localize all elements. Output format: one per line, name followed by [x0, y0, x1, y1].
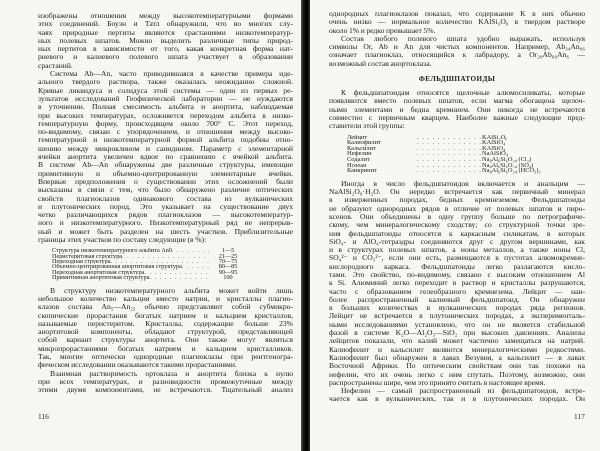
- row-value: Na₈Al₆Si₆O₂₄ (HCO₃)₂: [482, 168, 541, 174]
- text-line: SiO₄- и AlO₄-тетраэдры соединяются друг с другом вершинами, как: [329, 237, 585, 246]
- text-line: Так, многие оптически однородные плагиоклазы при рентгеногра-: [38, 353, 293, 362]
- row-label: Содалит: [347, 156, 370, 163]
- text-line: ального твердого раствора, также оказалась неожиданно сложной.: [38, 78, 293, 87]
- paragraph: [329, 387, 585, 404]
- text-line: Восточной Африки. По оптическим свойствам они так похожи на: [329, 362, 585, 371]
- text-line: Калиофилит был обнаружен в лавах Везувия, а кальсилит — в лавах: [329, 353, 585, 362]
- text-line: клазов состава An₅—An₂₅ обычно представляют собой субмикро-: [38, 303, 293, 312]
- row-value: 21—25: [218, 253, 238, 260]
- text-line: зультатов исследований Геофизической лаборатории — не нуждаются: [38, 94, 293, 103]
- row-value: 100: [223, 275, 233, 281]
- table-row: [52, 275, 247, 280]
- text-line: свойств плагиоклазов одинакового состава из вулканических: [38, 194, 293, 203]
- text-line: температурную форму, происходящем около 700° С. Этот переход,: [38, 119, 293, 128]
- right-page: [310, 0, 600, 451]
- text-line: Впервые предположения о существовании этих осложнений были: [38, 177, 293, 186]
- row-label: Канкринит: [347, 168, 377, 174]
- text-line: чается как в вулканических, так и в плутонических породах. Он: [329, 395, 585, 404]
- row-value: Na₈Al₆Si₆O₂₄ (Cl₂): [482, 156, 532, 163]
- page-number: 116: [38, 412, 49, 421]
- text-line: NaAlSi₂O₆·H₂O. Он нередко встречается как первичный минерал: [329, 188, 585, 197]
- text-line: фическом исследовании оказываются такими прорастаниями.: [38, 361, 237, 370]
- row-label: Калиофилит: [347, 140, 381, 146]
- row-label: Нефелин: [347, 151, 372, 157]
- text-line: при всех температурах, и разновидности промежуточные между: [38, 377, 293, 386]
- text-line: ного и низкотемпературного. Низкотемпературный ряд не непрерыв-: [38, 219, 293, 228]
- text-line: чаях природные пертиты являются срастаниями низкотемператур-: [38, 28, 293, 37]
- text-line: появляются вместо полевых шпатов, если магма обогащена щелоч-: [329, 97, 585, 106]
- row-label: Переходная анортитовая структура: [52, 269, 145, 276]
- text-line: высказаны в связи с тем, что было обнаружено различие оптических: [38, 186, 293, 195]
- text-line: микропрорастаниями богатых натрием и кальцием кристалликов.: [38, 344, 293, 353]
- paragraph: [38, 12, 293, 70]
- text-line: ными исследованиями установлено, что он не является стабильной: [329, 320, 585, 329]
- row-label: Лейцит: [347, 134, 368, 141]
- section-heading: ФЕЛЬДШПАТОИДЫ: [418, 75, 496, 84]
- text-line: скопические прорастания богатых натрием и кальцием кристаллов,: [38, 311, 293, 320]
- text-line: Калиофилит и кальсилит являются минералогическими редкостями.: [329, 345, 585, 354]
- text-line: к Si. Алюминий легко переходит в раствор и кристаллы разрушаются,: [329, 279, 585, 288]
- text-line: в изверженных породах, бедных кремнеземом. Фельдшпатоиды: [329, 196, 585, 205]
- paragraph: [329, 180, 585, 387]
- text-line: означает плагиоклаз, относящийся к лабрадору, а Or₂₈Ab₆₆An₆ —: [329, 51, 585, 60]
- text-line: часто с образованием гелеобразного кремнезема. Лейцит — наи-: [329, 287, 585, 296]
- paragraph: [38, 370, 293, 395]
- text-line: символы Or, Ab и An для чистых компонентов. Например, Ab₃₄An₆₆: [329, 43, 585, 52]
- text-line: не образуют однородных рядов в отличие от полевых шпатов и пиро-: [329, 204, 585, 213]
- text-line: ставители этой группы:: [329, 122, 405, 131]
- row-label: Примитивная анортитовая структура: [52, 275, 150, 281]
- text-line: более распространенный калиевый фельдшпатоид. Он обнаружен: [329, 295, 585, 304]
- text-line: изображены отношения между высокотемпературными формами: [38, 12, 293, 20]
- row-label: Кальсилит: [347, 145, 376, 152]
- text-line: и плутонических пород. Это указывает на существование двух: [38, 202, 293, 211]
- text-line: SO₄²⁻ и CO₃²⁻, если они есть, размещаются в пустотах алюмокремне-: [329, 254, 585, 263]
- row-value: KAlSiO₄: [482, 140, 506, 146]
- text-line: тами. Это свойство, по-видимому, связано с высоким отношением Al: [329, 270, 585, 279]
- text-line: В системе Ab—An обнаружены две различные структуры, имеющие: [38, 161, 293, 170]
- text-line: и в структурах полевых шпатов, а ионы металлов, а также ионы Cl,: [329, 246, 585, 255]
- text-line: скому, чем минералогическому сходству; со структурной точки зре-: [329, 221, 585, 230]
- text-line: называемые перистеритом. Кристаллы, содержащие больше 23%: [38, 319, 293, 328]
- mineral-table: [38, 248, 247, 280]
- text-line: в уточнении. Полная смесимость альбита и анортита, наблюдаемая: [38, 103, 293, 112]
- text-line: Кривые ликвидуса и солидуса этой системы — один из первых ре-: [38, 86, 293, 95]
- text-line: нефелин, что их очень легко с ним спутать. Поэтому, возможно, они: [329, 370, 585, 379]
- row-value: Na₈Al₆Si₆O₂₄ (SO₄): [482, 162, 534, 169]
- left-page-text: [38, 12, 293, 395]
- text-line: Иногда в число фельдшпатоидов включается и анальцим —: [341, 179, 585, 188]
- text-line: ный и может быть разделен на шесть участков. Приблизительные: [38, 227, 293, 236]
- row-value: NaAlSiO₄: [482, 151, 509, 157]
- text-line: возможный состав анортоклаза.: [329, 59, 432, 68]
- row-value: 1—5: [221, 248, 235, 254]
- text-line: ных пертитов в зависимости от того, какая конкретная форма нат-: [38, 45, 293, 54]
- text-line: собой вариант структуры анортита. Они также могут являться: [38, 336, 293, 345]
- paragraph: [38, 287, 293, 370]
- paragraph: [329, 89, 585, 130]
- text-line: однородных плагиоклазов показал, что содержание K в них обычно: [329, 10, 585, 18]
- text-line: этими двумя компонентами, не встречаются. Тщательный анализ: [38, 386, 293, 395]
- row-value: KAlSi₂O₆: [482, 134, 508, 141]
- paragraph: [329, 10, 585, 35]
- text-line: шению между микроклином и санидином. Параметр c элементарной: [38, 144, 293, 153]
- paragraph: [329, 35, 585, 68]
- row-label: Структура низкотемпературного альбита An0: [52, 248, 172, 254]
- text-line: риевого и калиевого полевого шпата участвует в образовании: [38, 53, 293, 62]
- text-line: очень низко — нормальное количество KAlSi₃O₈ в твердом растворе: [329, 18, 585, 27]
- text-line: К фельдшпатоидам относятся щелочные алюмосиликаты, которые: [341, 89, 585, 98]
- text-line: ных полевых шпатов. Можно выделить различные типы природ-: [38, 36, 293, 45]
- text-line: ксенов. Они объединены в одну группу больше по петрографиче-: [329, 212, 585, 221]
- text-line: в больших количествах в вулканических породах ряда регионов.: [329, 304, 585, 313]
- paragraph: [38, 70, 293, 244]
- text-line: четко различающихся рядов плагиоклазов — высокотемператур-: [38, 211, 293, 220]
- text-line: анортитовой компоненты, обладают структурой, представляющей: [38, 328, 293, 337]
- book-binding-gutter: [301, 0, 310, 451]
- text-line: срастаний.: [38, 61, 73, 70]
- text-line: при высоких температурах, осложняется переходом альбита в низко-: [38, 111, 293, 120]
- text-line: Система Ab—An, часто приводившаяся в качестве примера иде-: [50, 70, 293, 79]
- row-value: 90—95: [218, 269, 238, 276]
- text-line: Состав любого полевого шпата удобно выражать, используя: [341, 34, 585, 43]
- row-label: Переходная структура: [52, 259, 111, 265]
- text-line: температурной и низкотемпературной формой альбита подобны отно-: [38, 136, 293, 145]
- text-line: Нефелин — самый распространенный из фельдшпатоидов, встре-: [341, 387, 585, 396]
- text-line: ными элементами и бедна кремнием. Они никогда не встречаются: [329, 105, 585, 114]
- row-value: 70—75: [218, 259, 238, 265]
- text-line: примитивную и объемно-центрированную элементарные ячейки.: [38, 169, 293, 178]
- text-line: этих соединений. Боуэн и Татл обнаружили, что во многих слу-: [38, 20, 293, 29]
- text-line: совместно с первичным кварцем. Наиболее важные следующие пред-: [329, 113, 585, 122]
- row-value: 80—85: [218, 264, 238, 270]
- text-line: небольшое количество кальция вместо натрия, и кристаллы плагио-: [38, 294, 293, 303]
- dot-leader: [417, 168, 482, 174]
- text-line: ячейки анортита увеличен вдвое по сравнению с ячейкой альбита.: [38, 153, 293, 162]
- text-line: Взаимная растворимость ортоклаза и анортита близка к нулю: [50, 369, 293, 378]
- row-label: Перистеритовая структура: [52, 253, 123, 260]
- text-line: В структуру низкотемпературного альбита может войти лишь: [50, 286, 293, 295]
- page-number: 117: [574, 412, 585, 421]
- row-value: KAlSiO₄: [482, 145, 506, 152]
- text-line: лейцитов показали, что калий может частично замещаться на натрий.: [329, 337, 585, 346]
- mineral-table: [329, 135, 567, 174]
- text-line: ния фельдшпатоиды относятся к каркасным силикатам, в которых: [329, 229, 585, 238]
- text-line: Лейцит не встречается в плутонических породах, а эксперименталь-: [329, 312, 585, 321]
- right-page-text: [329, 10, 585, 404]
- text-line: около 1% и редко превышает 5%.: [329, 26, 436, 35]
- dot-leader: [149, 275, 209, 280]
- text-line: границы этих участков по составу следующие (в %):: [38, 236, 207, 245]
- table-row: [347, 168, 567, 174]
- row-label: Объемно-центрированная анортитовая структура: [52, 264, 182, 270]
- text-line: распространены шире, чем это принято считать в настоящее время.: [329, 378, 546, 387]
- text-line: фазой в системе K₂O—Al₂O₃—SiO₂ при высоких давлениях. Анализы: [329, 329, 585, 338]
- text-line: по-видимому, связан с упорядочением, и отношения между высоко-: [38, 128, 293, 137]
- text-line: кислородного каркаса. Фельдшпатоиды легко разлагаются кисло-: [329, 262, 585, 271]
- row-label: Нозеан: [347, 162, 367, 169]
